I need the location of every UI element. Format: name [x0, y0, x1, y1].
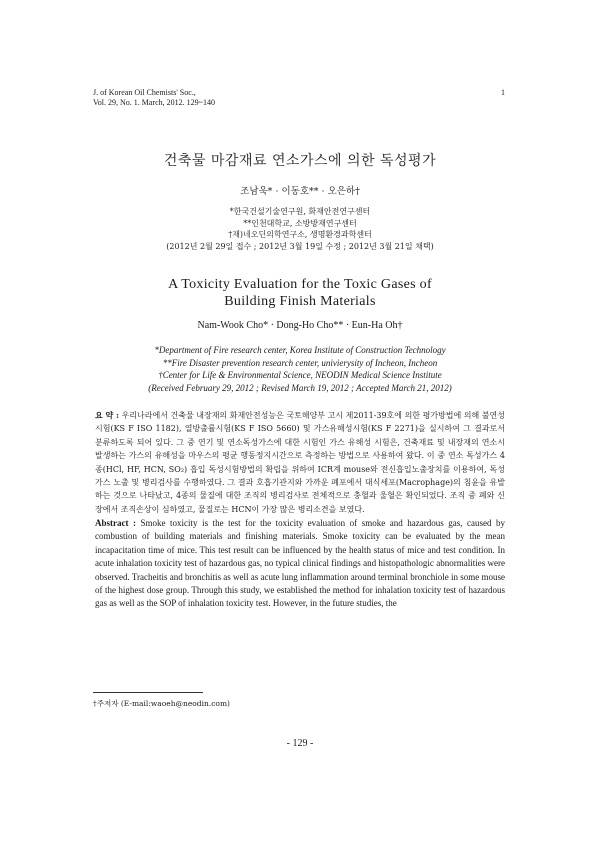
korean-abstract [95, 409, 505, 516]
english-dates: (Received February 29, 2012 ; Revised March 19, 2012 ; Accepted March 21, 2012) [148, 382, 452, 393]
korean-affiliation-2: **인천대학교, 소방방재연구센터 [243, 218, 357, 228]
english-title-line-1: A Toxicity Evaluation for the Toxic Gases of [168, 277, 432, 292]
journal-line-2: Vol. 29, No. 1. March, 2012. 129~140 [93, 98, 215, 107]
english-title [0, 276, 600, 310]
footnote-rule [93, 692, 203, 693]
korean-authors: 조남욱* · 이동호** · 오은하† [240, 186, 360, 197]
korean-title: 건축물 마감재료 연소가스에 의한 독성평가 [163, 153, 437, 169]
english-authors: Nam-Wook Cho* · Dong-Ho Cho** · Eun-Ha Oh† [197, 320, 403, 331]
korean-abstract-label: 요 약 : [95, 410, 120, 420]
korean-affiliation-1: *한국건설기술연구원, 화재안전연구센터 [229, 207, 371, 216]
page-number-top: 1 [501, 88, 505, 97]
korean-affiliations [0, 206, 600, 252]
english-abstract-text: Smoke toxicity is the test for the toxicity evaluation of smoke and hazardous gas, caused by combustion of building materials and finishing materials. Smoke toxicity can be evaluated by the mean incapacitation time of mice. This test result can be influenced by the health status of mice and test condition. In acute inhalation toxicity test of hazardous gas, no typical clinical findings and histopathologic abnormalities were observed. Tracheitis and bronchitis as well as acute lung inflammation around terminal bronchiole in some mouse of the highest dose group. Through this study, we established the method for inhalation toxicity test of hazardous gas as well as the SOP of inhalation toxicity test. However, in the future studies, the [95, 518, 505, 609]
korean-dates: (2012년 2월 29일 접수 ; 2012년 3월 19일 수정 ; 2012년 3월 21일 채택) [166, 241, 434, 251]
english-affiliation-3: †Center for Life & Environmental Science, NEODIN Medical Science Institute [158, 370, 442, 380]
journal-line-1: J. of Korean Oil Chemists' Soc., [93, 88, 196, 97]
english-abstract [95, 517, 505, 611]
english-title-line-2: Building Finish Materials [224, 294, 376, 309]
english-affiliations [0, 344, 600, 394]
page-number-bottom: - 129 - [286, 738, 314, 749]
english-affiliation-1: *Department of Fire research center, Korea Institute of Construction Technology [154, 345, 446, 355]
korean-abstract-text: 우리나라에서 건축물 내장재의 화재안전성능은 국토해양부 고시 제2011-39호에 의한 평가방법에 의해 불연성시험(KS F ISO 1182), 열방출률시험(KS F ISO 5660) 및 가스유해성시험(KS F 2271)을 실시하여 그 결과로서 분류하도록 되어 있다. 그 중 연기 및 연소독성가스에 대한 시험인 가스 유해성 시험은, 건축재료 및 내장재의 연소시 발생하는 가스의 유해성을 마우스의 평균 행동정지시간으로 측정하는 방법으로 사용하여 왔다. 이 중 연소 독성가스 4종(HCl, HF, HCN, SO₂) 흡입 독성시험방법의 확립을 위하여 ICR계 mouse와 전신흡입노출장치를 이용하여, 독성가스 노출 및 병리검사를 수행하였다. 그 결과 호흡기관지와 가까운 폐포에서 대식세포(Macrophage)의 침윤을 유발하는 것으로 나타났고, 4종의 물질에 대한 조직의 병리검사로 전체적으로 충혈과 울혈은 확인되었다. 조직 중 폐와 신장에서 조직손상이 심하였고, 물질로는 HCN이 가장 많은 병리소견을 보였다. [95, 411, 505, 514]
english-affiliation-2: **Fire Disaster prevention research center, univierysity of Incheon, Incheon [162, 357, 438, 368]
journal-citation [93, 88, 215, 108]
footnote: †주저자 (E-mail:waoeh@neodin.com) [93, 699, 230, 708]
korean-affiliation-3: †재)네오딘의학연구소, 생명환경과학센터 [228, 230, 372, 239]
english-abstract-label: Abstract : [95, 518, 137, 528]
